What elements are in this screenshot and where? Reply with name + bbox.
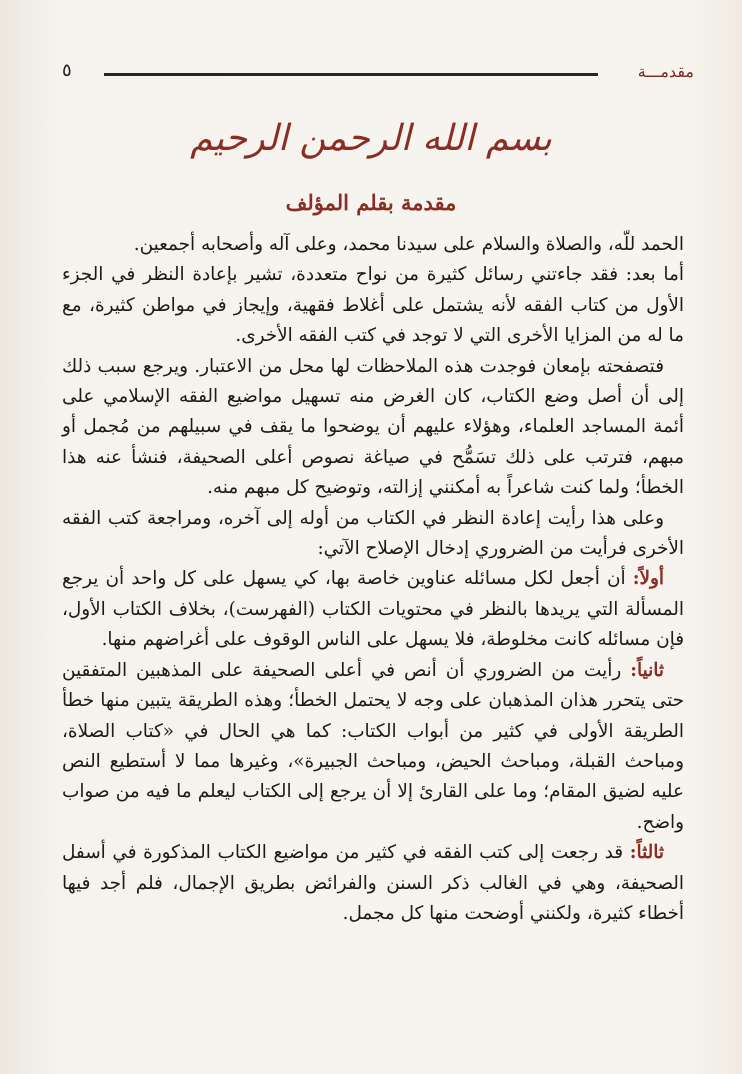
paragraph-text: قد رجعت إلى كتب الفقه في كثير من مواضيع الكتاب المذكورة في أسفل الصحيفة، وهي في الغالب ذكر السنن والفرائض بطريق الإجمال، فلم أجد فيها أخطاء كثيرة، ولكنني أوضحت منها كل مجمل. — [62, 842, 684, 924]
paragraph-text: أن أجعل لكل مسائله عناوين خاصة بها، كي يسهل على كل واحد أن يرجع المسألة التي يريدها بالنظر في محتويات الكتاب (الفهرست)، بخلاف الكتاب الأول، فإن مسائله كانت مخلوطة، فلا يسهل على الناس الوقوف على أغراضهم منها. — [62, 568, 684, 651]
paragraph-text: الحمد للّه، والصلاة والسلام على سيدنا محمد، وعلى آله وأصحابه أجمعين. — [133, 234, 684, 255]
paragraph — [62, 656, 684, 838]
paragraph — [62, 504, 684, 565]
paragraph-text: رأيت من الضروري أن أنص في أعلى الصحيفة على المذهبين المتفقين حتى يتحرر هذان المذهبان على وجه لا يحتمل الخطأ؛ وهذه الطريقة يتبين منها خطأ الطريقة الأولى في كثير من أبواب الكتاب: كما هي الحال في «كتاب الصلاة، ومباحث القبلة، ومباحث الحيض، ومباحث الجبيرة»، وغيرها مما لا أستطيع النص عليه لضيق المقام؛ وما على القارئ إلا أن يرجع إلى الكتاب ليعلم ما فيه من صواب واضح. — [62, 659, 684, 833]
paragraph-lead: ثالثاً: — [629, 842, 664, 864]
paragraph-text: وعلى هذا رأيت إعادة النظر في الكتاب من أوله إلى آخره، ومراجعة كتب الفقه الأخرى فرأيت من الضروري إدخال الإصلاح الآتي: — [62, 507, 684, 560]
basmala-calligraphy: بسم الله الرحمن الرحيم — [190, 118, 552, 159]
paragraph-lead: أولاً: — [632, 568, 664, 590]
body-text — [62, 230, 684, 929]
paragraph — [62, 564, 684, 655]
paragraph-lead: ثانياً: — [630, 659, 664, 681]
paragraph — [62, 352, 684, 504]
paragraph-text: أما بعد: فقد جاءتني رسائل كثيرة من نواح متعددة، تشير بإعادة النظر في الجزء الأول من كتاب الفقه لأنه يشتمل على أغلاط فقهية، وإيجاز في مواطن كثيرة، مع ما له من المزايا الأخرى التي لا توجد في كتب الفقه الأخرى. — [62, 264, 684, 347]
running-head: مقدمـــة — [637, 62, 694, 81]
paragraph — [62, 260, 684, 351]
paragraph — [62, 838, 684, 929]
header-rule — [104, 73, 598, 76]
page-number: ٥ — [62, 60, 72, 81]
page-header — [56, 58, 694, 92]
section-title: مقدمة بقلم المؤلف — [285, 190, 457, 215]
paragraph-text: فتصفحته بإمعان فوجدت هذه الملاحظات لها محل من الاعتبار. ويرجع سبب ذلك إلى أن أصل وضع الكتاب، كان الغرض منه تسهيل مواضيع الفقه الإسلامي على أئمة المساجد العلماء، وهؤلاء عليهم أن يوضحوا ما يقف في سبيلهم من مُجمل أو مبهم، فترتب على ذلك تسَمُّح في صياغة نصوص أعلى الصحيفة، فنشأ عنه هذا الخطأ؛ ولما كنت شاعراً به أمكنني إزالته، وتوضيح كل مبهم منه. — [62, 355, 684, 499]
paragraph — [62, 230, 684, 260]
